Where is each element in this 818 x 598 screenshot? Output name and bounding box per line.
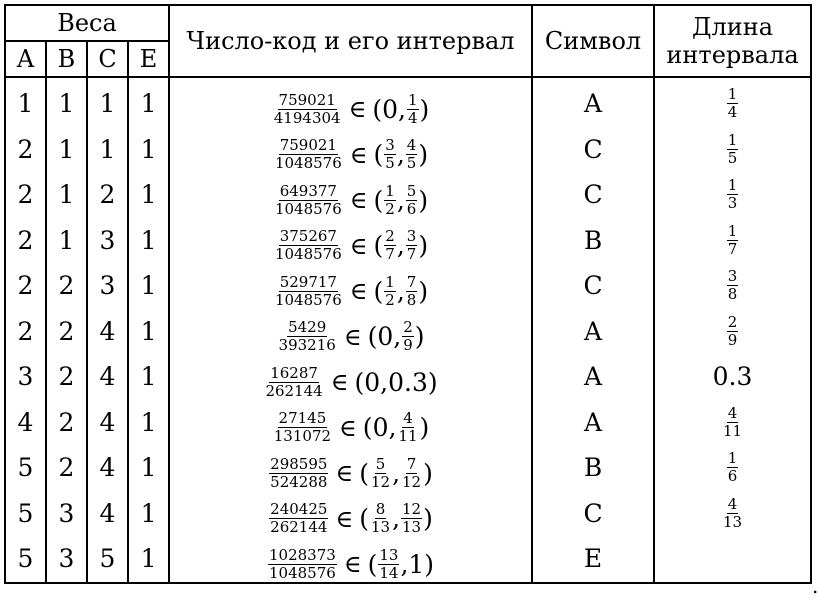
- weight-col-c-header: C: [87, 41, 128, 77]
- open-paren: (: [359, 504, 369, 534]
- symbol-cell: C: [532, 172, 654, 218]
- weight-e-cell: 1: [128, 127, 169, 173]
- table-row: [5, 218, 811, 264]
- code-number-fraction: [274, 138, 343, 171]
- weight-a-cell: 2: [5, 309, 46, 355]
- interval-length-fraction: [727, 130, 739, 167]
- interval-length-denominator: 11: [722, 421, 743, 440]
- comma: ,: [380, 367, 389, 397]
- comma: ,: [396, 185, 405, 215]
- close-paren: ): [418, 231, 429, 261]
- code-numerator: 298595: [270, 454, 328, 473]
- code-interval-cell: [169, 354, 532, 400]
- interval-high-denominator: 6: [406, 199, 417, 218]
- interval-high-denominator: 7: [406, 245, 417, 264]
- code-number-fraction: [269, 502, 328, 535]
- open-paren: (: [362, 413, 373, 443]
- symbol-cell: C: [532, 263, 654, 309]
- code-denominator: 393216: [278, 336, 336, 355]
- element-of-symbol: ∈: [349, 186, 368, 215]
- interval-high-numerator: 3: [406, 227, 417, 246]
- symbol-cell: A: [532, 400, 654, 446]
- weight-e-cell: 1: [128, 491, 169, 537]
- code-denominator: 1048576: [274, 199, 342, 218]
- weight-c-cell: 4: [87, 354, 128, 400]
- interval-high-denominator: 12: [402, 472, 422, 491]
- code-denominator: 262144: [265, 381, 323, 400]
- element-of-symbol: ∈: [339, 413, 357, 442]
- interval-high-denominator: 13: [402, 518, 422, 537]
- code-interval-cell: [169, 445, 532, 491]
- code-expression: [272, 90, 430, 127]
- interval-low-fraction: [384, 181, 396, 218]
- code-expression: [268, 454, 433, 491]
- interval-low-denominator: 2: [385, 290, 395, 309]
- weight-c-cell: 2: [87, 172, 128, 218]
- interval-low-fraction: [384, 229, 396, 262]
- interval-high-fraction: [406, 229, 418, 262]
- open-paren: (: [367, 322, 378, 352]
- interval-length-cell: [654, 218, 811, 264]
- interval-length-header: [654, 5, 811, 77]
- code-denominator: 131072: [273, 427, 332, 446]
- interval-length-cell: [654, 536, 811, 583]
- weight-e-cell: 1: [128, 263, 169, 309]
- interval-low-value: 0: [372, 413, 389, 443]
- comma: ,: [392, 504, 401, 534]
- interval-high-denominator: 5: [406, 154, 417, 173]
- interval-low-numerator: 3: [385, 136, 395, 155]
- interval-high-denominator: 9: [403, 336, 413, 355]
- element-of-symbol: ∈: [349, 140, 368, 169]
- open-paren: (: [359, 458, 369, 488]
- code-number-fraction: [278, 320, 337, 353]
- interval-low-numerator: 1: [385, 272, 395, 291]
- close-paren: ): [427, 367, 438, 397]
- code-interval-cell: [169, 263, 532, 309]
- code-numerator: 759021: [279, 136, 337, 155]
- interval-low-denominator: 14: [379, 563, 399, 582]
- interval-low-denominator: 7: [385, 245, 395, 264]
- interval-length-numerator: 1: [727, 85, 738, 104]
- weight-b-cell: 3: [46, 536, 87, 583]
- weight-a-cell: 5: [5, 445, 46, 491]
- table-row: [5, 127, 811, 173]
- interval-length-fraction: [722, 494, 743, 531]
- interval-low-numerator: 8: [375, 500, 386, 519]
- weight-c-cell: 3: [87, 263, 128, 309]
- weight-c-cell: 1: [87, 127, 128, 173]
- weight-b-cell: 2: [46, 309, 87, 355]
- weights-header: Веса: [5, 5, 169, 41]
- interval-low-numerator: 13: [379, 545, 399, 564]
- weight-c-cell: 3: [87, 218, 128, 264]
- code-interval-header: Число-код и его интервал: [169, 5, 532, 77]
- code-interval-cell: [169, 400, 532, 446]
- table-row: [5, 491, 811, 537]
- code-interval-cell: [169, 309, 532, 355]
- interval-high-denominator: 8: [406, 290, 417, 309]
- comma: ,: [398, 94, 406, 124]
- code-expression: [263, 363, 438, 400]
- weight-b-cell: 2: [46, 263, 87, 309]
- interval-low-fraction: [370, 454, 391, 491]
- arithmetic-coding-table: [4, 4, 812, 584]
- interval-length-fraction: [727, 451, 739, 484]
- interval-high-fraction: [407, 90, 419, 127]
- interval-low-denominator: 2: [385, 199, 395, 218]
- code-number-fraction: [274, 272, 343, 309]
- interval-high-numerator: 4: [403, 409, 413, 428]
- code-numerator: 375267: [279, 227, 337, 246]
- weight-e-cell: 1: [128, 309, 169, 355]
- symbol-cell: C: [532, 491, 654, 537]
- comma: ,: [396, 276, 405, 306]
- open-paren: (: [372, 94, 383, 124]
- interval-high-numerator: 2: [403, 318, 413, 337]
- code-number-fraction: [264, 363, 323, 400]
- interval-length-denominator: 8: [727, 285, 738, 304]
- interval-high-denominator: 11: [398, 427, 418, 446]
- interval-length-numerator: 1: [727, 176, 738, 195]
- weight-b-cell: 1: [46, 172, 87, 218]
- weight-b-cell: 1: [46, 218, 87, 264]
- element-of-symbol: ∈: [349, 231, 368, 260]
- code-expression: [268, 502, 433, 535]
- close-paren: ): [419, 413, 430, 443]
- code-numerator: 5429: [288, 318, 327, 337]
- symbol-cell: C: [532, 127, 654, 173]
- interval-low-value: 0: [364, 367, 381, 397]
- weight-col-b-header: B: [46, 41, 87, 77]
- interval-low-fraction: [384, 138, 396, 171]
- interval-length-numerator: 4: [727, 494, 738, 513]
- interval-length-cell: [654, 263, 811, 309]
- close-paren: ): [419, 94, 430, 124]
- element-of-symbol: ∈: [343, 550, 362, 579]
- interval-high-numerator: 7: [406, 272, 417, 291]
- weight-a-cell: 1: [5, 77, 46, 127]
- weight-a-cell: 2: [5, 218, 46, 264]
- interval-low-value: 0: [377, 322, 394, 352]
- weight-e-cell: 1: [128, 77, 169, 127]
- element-of-symbol: ∈: [349, 277, 368, 306]
- interval-high-fraction: [402, 320, 414, 353]
- table-row: [5, 309, 811, 355]
- code-numerator: 1028373: [269, 545, 336, 564]
- symbol-cell: B: [532, 445, 654, 491]
- interval-high-fraction: [401, 454, 422, 491]
- code-expression: [273, 181, 429, 218]
- interval-length-numerator: 3: [727, 267, 738, 286]
- interval-high-fraction: [401, 502, 422, 535]
- table-row: [5, 400, 811, 446]
- code-numerator: 649377: [279, 181, 337, 200]
- interval-low-fraction: [378, 545, 399, 582]
- interval-length-header-line1: Длина: [692, 13, 774, 41]
- weight-c-cell: 4: [87, 400, 128, 446]
- weight-c-cell: 4: [87, 309, 128, 355]
- interval-high-fraction: [397, 411, 418, 444]
- interval-high-numerator: 5: [406, 181, 417, 200]
- interval-low-numerator: 5: [375, 454, 386, 473]
- code-interval-cell: [169, 77, 532, 127]
- code-interval-cell: [169, 172, 532, 218]
- code-expression: [267, 545, 435, 582]
- close-paren: ): [423, 504, 433, 534]
- code-number-fraction: [274, 229, 343, 262]
- interval-low-fraction: [370, 502, 391, 535]
- code-expression: [273, 229, 428, 262]
- trailing-period: .: [812, 574, 818, 598]
- code-numerator: 759021: [278, 90, 336, 109]
- interval-low-fraction: [384, 272, 396, 309]
- symbol-cell: A: [532, 354, 654, 400]
- code-denominator: 1048576: [274, 290, 342, 309]
- interval-low-value: 0: [382, 94, 399, 124]
- interval-length-cell: [654, 491, 811, 537]
- open-paren: (: [373, 140, 384, 170]
- close-paren: ): [423, 458, 433, 488]
- interval-length-denominator: 4: [727, 103, 738, 122]
- code-expression: [273, 138, 428, 171]
- code-expression: [272, 411, 430, 444]
- symbol-header: Символ: [532, 5, 654, 77]
- interval-length-fraction: [727, 221, 739, 258]
- close-paren: ): [418, 185, 429, 215]
- interval-length-denominator: 6: [727, 467, 738, 486]
- open-paren: (: [373, 185, 384, 215]
- interval-length-denominator: 7: [727, 239, 738, 258]
- interval-length-denominator: 13: [722, 512, 743, 531]
- interval-length-cell: [654, 354, 811, 400]
- interval-high-numerator: 7: [406, 454, 417, 473]
- code-interval-cell: [169, 536, 532, 583]
- weight-col-e-header: E: [128, 41, 169, 77]
- code-numerator: 529717: [279, 272, 337, 291]
- interval-length-denominator: 5: [727, 148, 738, 167]
- interval-length-numerator: 4: [727, 403, 738, 422]
- weight-e-cell: 1: [128, 354, 169, 400]
- code-denominator: 1048576: [274, 245, 342, 264]
- interval-length-header-line2: интервала: [666, 41, 799, 69]
- weight-a-cell: 2: [5, 263, 46, 309]
- comma: ,: [396, 231, 405, 261]
- weight-c-cell: 4: [87, 491, 128, 537]
- close-paren: ): [418, 140, 429, 170]
- code-number-fraction: [273, 90, 342, 127]
- weight-a-cell: 5: [5, 536, 46, 583]
- interval-length-cell: [654, 309, 811, 355]
- interval-length-cell: [654, 400, 811, 446]
- open-paren: (: [367, 549, 378, 579]
- code-expression: [273, 272, 429, 309]
- interval-low-numerator: 1: [385, 181, 395, 200]
- interval-length-numerator: 2: [727, 312, 738, 331]
- symbol-cell: A: [532, 77, 654, 127]
- weight-b-cell: 1: [46, 127, 87, 173]
- interval-length-fraction: [727, 269, 739, 302]
- table-row: [5, 77, 811, 127]
- weight-c-cell: 1: [87, 77, 128, 127]
- code-number-fraction: [268, 545, 337, 582]
- interval-high-value: 1: [408, 549, 425, 579]
- weight-col-a-header: A: [5, 41, 46, 77]
- open-paren: (: [354, 367, 365, 397]
- interval-length-cell: [654, 445, 811, 491]
- interval-length-denominator: 9: [727, 330, 738, 349]
- element-of-symbol: ∈: [343, 322, 362, 351]
- weight-a-cell: 4: [5, 400, 46, 446]
- comma: ,: [393, 322, 402, 352]
- code-number-fraction: [273, 411, 332, 444]
- weight-b-cell: 2: [46, 400, 87, 446]
- element-of-symbol: ∈: [335, 459, 354, 488]
- interval-length-cell: [654, 77, 811, 127]
- table-row: [5, 536, 811, 583]
- weight-b-cell: 2: [46, 354, 87, 400]
- weight-e-cell: 1: [128, 536, 169, 583]
- interval-low-denominator: 13: [370, 518, 391, 537]
- code-interval-cell: [169, 491, 532, 537]
- weight-a-cell: 3: [5, 354, 46, 400]
- symbol-cell: B: [532, 218, 654, 264]
- weight-b-cell: 3: [46, 491, 87, 537]
- code-numerator: 27145: [278, 409, 327, 428]
- interval-high-fraction: [406, 138, 418, 171]
- open-paren: (: [373, 231, 384, 261]
- code-denominator: 1048576: [269, 563, 336, 582]
- code-number-fraction: [269, 454, 328, 491]
- code-expression: [277, 320, 425, 353]
- close-paren: ): [414, 322, 425, 352]
- table-row: [5, 263, 811, 309]
- comma: ,: [392, 458, 401, 488]
- interval-length-fraction: [722, 403, 743, 440]
- interval-high-fraction: [406, 272, 418, 309]
- code-numerator: 16287: [270, 363, 318, 382]
- weight-e-cell: 1: [128, 172, 169, 218]
- table-row: [5, 354, 811, 400]
- weight-c-cell: 4: [87, 445, 128, 491]
- element-of-symbol: ∈: [335, 504, 354, 533]
- close-paren: ): [418, 276, 429, 306]
- code-denominator: 1048576: [274, 154, 342, 173]
- symbol-cell: A: [532, 309, 654, 355]
- weight-e-cell: 1: [128, 445, 169, 491]
- interval-length-denominator: 3: [727, 194, 738, 213]
- interval-length-fraction: [727, 312, 739, 349]
- weight-b-cell: 2: [46, 445, 87, 491]
- symbol-cell: E: [532, 536, 654, 583]
- element-of-symbol: ∈: [330, 368, 349, 397]
- interval-high-denominator: 4: [407, 108, 418, 127]
- code-denominator: 4194304: [273, 108, 341, 127]
- interval-high-numerator: 12: [402, 500, 422, 519]
- element-of-symbol: ∈: [348, 95, 367, 124]
- interval-length-numerator: 1: [727, 130, 738, 149]
- weight-e-cell: 1: [128, 218, 169, 264]
- interval-low-denominator: 5: [385, 154, 395, 173]
- interval-high-fraction: [406, 181, 418, 218]
- interval-low-numerator: 2: [385, 227, 395, 246]
- code-denominator: 524288: [270, 472, 328, 491]
- interval-length-numerator: 1: [727, 221, 738, 240]
- weight-e-cell: 1: [128, 400, 169, 446]
- interval-length-fraction: [727, 87, 739, 120]
- code-numerator: 240425: [270, 500, 328, 519]
- code-interval-cell: [169, 218, 532, 264]
- interval-low-denominator: 12: [370, 472, 391, 491]
- code-number-fraction: [274, 181, 343, 218]
- weight-a-cell: 2: [5, 127, 46, 173]
- interval-length-numerator: 1: [727, 449, 738, 468]
- open-paren: (: [373, 276, 384, 306]
- weight-a-cell: 2: [5, 172, 46, 218]
- code-interval-cell: [169, 127, 532, 173]
- table-row: [5, 445, 811, 491]
- close-paren: ): [424, 549, 435, 579]
- code-denominator: 262144: [270, 518, 328, 537]
- interval-high-value: 0.3: [388, 367, 428, 397]
- weight-c-cell: 5: [87, 536, 128, 583]
- interval-length-value: 0.3: [712, 362, 753, 392]
- interval-length-cell: [654, 172, 811, 218]
- interval-high-numerator: 1: [407, 90, 418, 109]
- comma: ,: [388, 413, 397, 443]
- interval-length-fraction: [727, 178, 739, 211]
- table-row: [5, 172, 811, 218]
- interval-length-cell: [654, 127, 811, 173]
- weight-b-cell: 1: [46, 77, 87, 127]
- weight-a-cell: 5: [5, 491, 46, 537]
- comma: ,: [400, 549, 409, 579]
- interval-high-numerator: 4: [406, 136, 417, 155]
- comma: ,: [396, 140, 405, 170]
